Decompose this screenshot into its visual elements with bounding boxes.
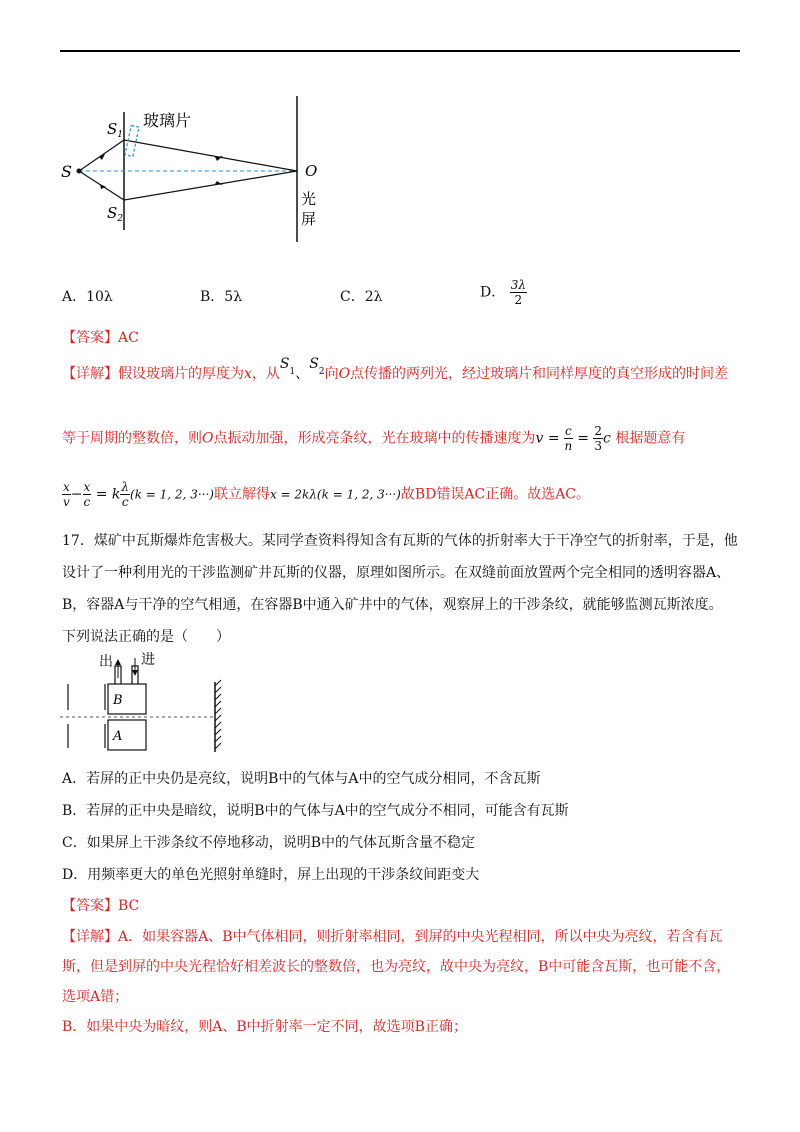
q17-detail-line1: 【详解】A．如果容器A、B中气体相同，则折射率相同，到屏的中央光程相同，所以中央为亮纹，若含有瓦 [62, 929, 723, 945]
option-d: D． $\frac{3\lambda}{2}$ [480, 278, 526, 307]
option-b: B．5λ [200, 289, 243, 305]
q17-para2: 设计了一种利用光的干涉监测矿井瓦斯的仪器，原理如图所示。在双缝前面放置两个完全相同的透明容器A、 [62, 565, 731, 581]
q16-detail-line3: $\frac{x}{v}$ − $\frac{x}{c}$ = k $\frac{\lambda}{c}$ (k = 1, 2, 3···)联立解得x = 2kλ(k = 1, 2, 3···)故BD错误AC正确。故选AC。 [63, 480, 591, 509]
q17-option-a: A．若屏的正中央仍是亮纹，说明B中的气体与A中的空气成分相同，不含瓦斯 [62, 771, 541, 787]
s1-label: $S_1$ [107, 120, 124, 140]
q17-option-c: C．如果屏上干涉条纹不停地移动，说明B中的气体瓦斯含量不稳定 [62, 835, 475, 851]
screen-label-2: 屏 [301, 210, 317, 228]
q17-detail-line2: 斯，但是到屏的中央光程恰好相差波长的整数倍，也为亮纹，故中央为亮纹，B中可能含瓦斯，也可能不含， [62, 959, 731, 975]
q17-para1: 17．煤矿中瓦斯爆炸危害极大。某同学查资料得知含有瓦斯的气体的折射率大于干净空气的折射率，于是，他 [62, 533, 738, 549]
q16-detail-line2: 等于周期的整数倍，则O点振动加强，形成亮条纹，光在玻璃中的传播速度为v = $\frac{c}{n}$ = $\frac{2}{3}$ c 根据题意有 [62, 424, 686, 453]
a-label: A [113, 729, 123, 744]
option-a: A．10λ [62, 289, 113, 305]
q16-detail-line1: 【详解】假设玻璃片的厚度为x，从$S_1$、$S_2$向O点传播的两列光，经过玻璃片和同样厚度的真空形成的时间差 [62, 356, 729, 382]
option-c: C．2λ [340, 289, 383, 305]
q17-detail-line4: B．如果中央为暗纹，则A、B中折射率一定不同，故选项B正确； [62, 1019, 467, 1035]
glass-label: 玻璃片 [143, 111, 192, 130]
q17-para3: B，容器A与干净的空气相通，在容器B中通入矿井中的气体，观察屏上的干涉条纹，就能够监测瓦斯浓度。 [62, 597, 723, 613]
double-slit-figure [55, 90, 335, 250]
q17-detail-line3: 选项A错； [62, 989, 129, 1005]
o-label: O [305, 162, 318, 180]
ray-s1-o [124, 140, 297, 171]
in-label: 进 [141, 652, 155, 668]
q17-option-b: B．若屏的正中央是暗纹，说明B中的气体与A中的空气成分不相同，可能含有瓦斯 [62, 803, 569, 819]
out-label: 出 [99, 654, 113, 670]
s2-label: $S_2$ [107, 204, 124, 224]
ray-s-s1 [79, 140, 124, 171]
source-dot [77, 169, 82, 174]
q17-option-d: D．用频率更大的单色光照射单缝时，屏上出现的干涉条纹间距变大 [62, 867, 480, 883]
b-label: B [113, 693, 123, 708]
ray-s2-o [124, 171, 297, 200]
source-label: S [61, 162, 72, 181]
gas-detector-figure [55, 648, 235, 758]
header-rule [60, 50, 740, 52]
q17-answer: 【答案】BC [62, 898, 140, 914]
q16-answer: 【答案】AC [62, 330, 139, 346]
screen-label-1: 光 [301, 190, 317, 208]
q17-para4: 下列说法正确的是（ ） [62, 629, 230, 645]
